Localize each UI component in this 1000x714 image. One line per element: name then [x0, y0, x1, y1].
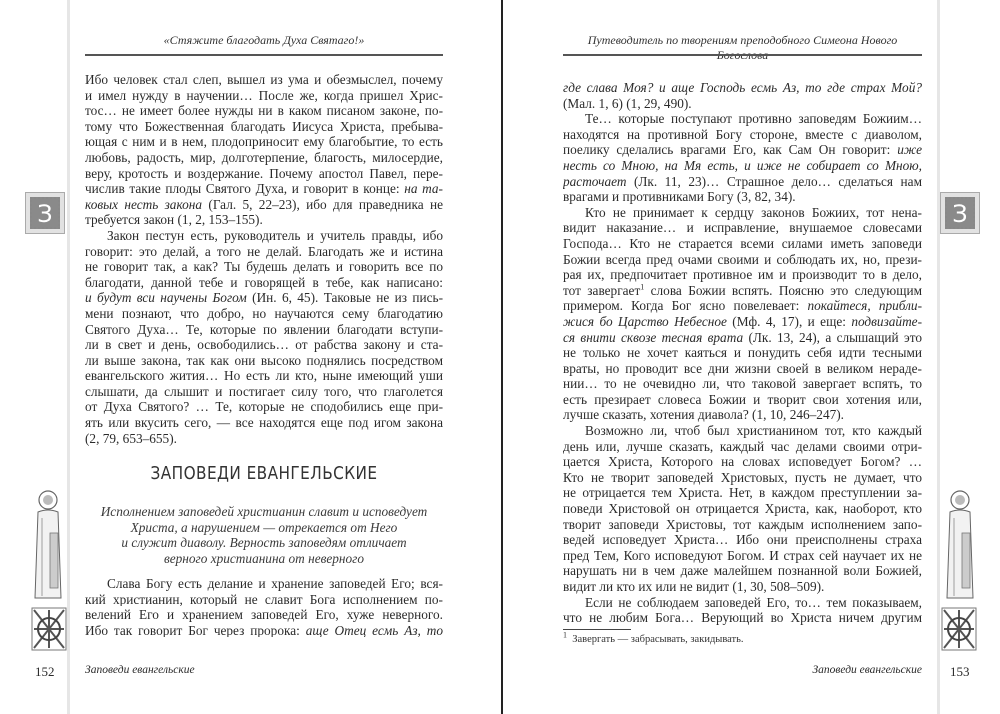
text-line [85, 134, 443, 150]
left-page-body-continued [85, 575, 443, 637]
text-run: Те… которые поступают противно заповедям Божиим… [585, 111, 922, 127]
text-line [563, 470, 922, 486]
text-line [563, 501, 922, 517]
epigraph-line: верного христианина от неверного [163, 551, 365, 567]
text-run: Кто не творит заповедей Христовых, пусть не думает, что [563, 469, 922, 485]
text-line [85, 72, 443, 88]
text-line [85, 575, 443, 591]
left-page-number: 152 [35, 664, 55, 679]
text-run: Ибо человек стал слеп, вышел из ума и обезмыслел, почему [85, 72, 443, 87]
left-running-head: «Стяжите благодать Духа Святаго!» [163, 33, 365, 47]
text-run: говорит: это делай, а того не делай. Благодать же и истина [85, 243, 443, 259]
text-run: не отрицается тем Христа. Нет, в каждом преступлении за- [563, 485, 922, 501]
italic-quote: жися бо Царство Небесное [563, 313, 727, 329]
text-line [563, 532, 922, 548]
text-run: (Мал. 1, 6) (1, 29, 490). [563, 95, 692, 111]
saint-icon-right [940, 488, 980, 658]
text-line [563, 376, 922, 392]
text-line [85, 337, 443, 353]
text-line [563, 236, 922, 252]
italic-quote: покайтеся, прибли- [807, 298, 922, 314]
text-line [563, 80, 922, 96]
text-line [85, 431, 443, 447]
footnote-ref: 1 [640, 282, 645, 292]
text-run: (Гал. 5, 22–23), ибо для праведника не [202, 196, 443, 212]
text-run: творит заповеди Христовы, тот каждым исполнением запо- [563, 516, 922, 532]
text-run: враты, но проводит все дни жизни своей в великом нераде- [563, 360, 922, 376]
text-run: день или, лучше сказать, каждый час делами своими отри- [563, 438, 922, 454]
text-line [563, 220, 922, 236]
text-line [85, 119, 443, 135]
text-line [563, 610, 922, 626]
text-line [85, 415, 443, 431]
footnote-text: Завергать — забрасывать, закидывать. [572, 634, 744, 645]
text-line [85, 384, 443, 400]
right-page-number: 153 [950, 664, 970, 679]
text-line [85, 166, 443, 182]
text-line [563, 595, 922, 611]
text-line [85, 399, 443, 415]
italic-quote: несть со Мною, на Мя есть, и иже не собирает со Мною, [563, 157, 922, 173]
italic-quote: расточает [563, 173, 627, 189]
right-footer-title: Заповеди евангельские [812, 664, 922, 676]
text-run: находятся на противной Богу стороне, вместе с диаволом, [563, 126, 922, 142]
text-line [563, 454, 922, 470]
text-line [563, 361, 922, 377]
text-line [563, 563, 922, 579]
text-run: есть презирает словеса Божии и творит свои хотения или, [563, 391, 922, 407]
text-line [85, 88, 443, 104]
text-run: велений Его и хранением заповедей Его, хуже неверного. [85, 607, 443, 622]
text-run: нарушать ни в чем даже малейшем познанной воли Божией, [563, 563, 922, 579]
page-gutter [501, 0, 503, 714]
italic-quote: где слава Моя? и аще Господь есмь Аз, то где страх Мой? [563, 80, 922, 95]
text-run: нии… то не очевидно ли, что таковой завергает вспять, то [563, 376, 922, 392]
footnote-rule [563, 629, 631, 630]
right-page-body [563, 80, 922, 626]
text-line [563, 314, 922, 330]
text-run: Кто не принимает к сердцу законов Божиих, тот нена- [585, 204, 922, 220]
text-line [563, 111, 922, 127]
text-line [563, 205, 922, 221]
text-line [563, 548, 922, 564]
text-run: Ибо так говорит Бог через пророка: [85, 622, 306, 638]
text-line [85, 322, 443, 338]
text-run: кий христианин, который не славит Бога исполнением по- [85, 591, 443, 607]
italic-quote: ся внити сквозе тесная врата [563, 329, 744, 345]
left-footer-title: Заповеди евангельские [85, 664, 195, 676]
text-line [85, 368, 443, 384]
right-chapter-mark [940, 192, 980, 234]
text-line [85, 244, 443, 260]
text-run: Возможно ли, чтоб был христианином тот, кто каждый [585, 423, 922, 439]
text-run: поелику сделались врагами Его, как Сам Он говорит: [563, 142, 898, 158]
knot-ornament-icon [32, 608, 66, 650]
text-run: поведи Христовой он отрицается Христа, как, наоборот, кто [563, 501, 922, 517]
text-run: ющая с ним и в нем, плодоприносит ему благобытие, то есть [85, 134, 443, 150]
italic-quote: и будут вси научены Богом [85, 290, 247, 306]
text-line [85, 197, 443, 213]
text-line [563, 96, 922, 112]
text-line [563, 298, 922, 314]
text-run: видит ли кто их или не видит (1, 30, 508–509). [563, 579, 825, 594]
footnote-mark: 1 [563, 630, 567, 640]
text-run: мени познают, что добро, но научаются сему благодатию [85, 305, 443, 321]
text-run: тому что Божественная благодать Иисуса Христа, пребыва- [85, 118, 443, 134]
text-line [563, 267, 922, 283]
right-header-rule [563, 54, 922, 56]
text-run: ведей исповедует Христа… Ибо они преисполнены страха [563, 532, 922, 548]
text-line [85, 228, 443, 244]
text-line [85, 353, 443, 369]
text-run: ли в свет и день, освободились… от рабства закону и ста- [85, 337, 443, 353]
text-line [85, 181, 443, 197]
text-line [563, 330, 922, 346]
chapter-number: З [30, 197, 60, 229]
epigraph-line: Христа, а нарушением — отрекается от Него [130, 519, 398, 535]
chapter-number: З [945, 197, 975, 229]
text-run: не говорит так, а как? Ты будешь делать и говорить все по [85, 259, 443, 275]
text-run: благодати, данной тебе и говорящей в тебе, как написано: [85, 274, 443, 290]
text-run: врагами и противниками Богу (3, 82, 34). [563, 189, 796, 205]
footnote [563, 630, 744, 645]
text-line [85, 212, 443, 228]
text-line [563, 517, 922, 533]
text-run: Святого Духа… Те, которые по явлении благодати вступи- [85, 321, 443, 337]
text-run: тот завергает [563, 282, 641, 298]
text-line [563, 439, 922, 455]
text-line [563, 579, 922, 595]
text-line [563, 392, 922, 408]
text-run: и имел нужду в научении… После же, когда пришел Хрис- [85, 87, 443, 103]
text-run: Закон пестун есть, руководитель и учитель правды, ибо [107, 227, 443, 243]
left-chapter-mark [25, 192, 65, 234]
text-run: цается Христа, Которого на словах исповедует Богом? … [563, 454, 922, 470]
text-run: тос… не имеет более нужды ни в каком писаном законе, по- [85, 103, 443, 119]
text-run: Слава Богу есть делание и хранение заповедей Его; вся- [107, 576, 443, 591]
text-line [85, 103, 443, 119]
italic-quote: аще Отец есмь Аз, то [305, 622, 443, 638]
text-run: пред Тем, Кого исповедуют Богом. И страх сей научает их не [563, 547, 922, 563]
text-line [85, 259, 443, 275]
text-run: что не любим Бога… Верующий во Христа ничем другим [563, 610, 922, 626]
italic-quote: ковых несть закона [85, 196, 203, 212]
epigraph-line: и служит диаволу. Верность заповедям отличает [121, 535, 407, 551]
text-run: (Мф. 4, 17), и еще: [726, 313, 852, 329]
text-run: любовь, радость, мир, долготерпение, благость, милосердие, [85, 149, 443, 165]
text-run: (Лк. 11, 23)… Страшное дело… сделаться нам [626, 173, 922, 189]
text-run: (Ин. 6, 45). Таковые не из пись- [246, 290, 443, 306]
epigraph [85, 504, 443, 567]
left-header-rule [85, 54, 443, 56]
text-run: веру, кротость и воздержание. Почему апостол Павел, пере- [85, 165, 443, 181]
text-line [563, 423, 922, 439]
section-heading: ЗАПОВЕДИ ЕВАНГЕЛЬСКИЕ [150, 463, 378, 484]
italic-quote: иже [897, 142, 922, 158]
text-run: от Духа Святого? … Те, которые не сподобились еще при- [85, 399, 443, 415]
text-line [563, 485, 922, 501]
text-line [563, 158, 922, 174]
saint-icon-left [28, 488, 68, 658]
text-run: примером. Когда Бог ясно повелевает: [563, 298, 808, 314]
text-line [85, 591, 443, 607]
text-line [563, 142, 922, 158]
text-run: требуется закон (1, 2, 153–155). [85, 212, 263, 228]
text-line [563, 345, 922, 361]
text-run: (2, 79, 653–655). [85, 430, 177, 446]
epigraph-line: Исполнением заповедей христианин славит и исповедует [100, 504, 428, 519]
text-run: Если не соблюдаем заповедей Его, то… тем показываем, [585, 594, 922, 610]
text-run: не только не хочет каяться и понудить себя идти тесными [563, 345, 922, 361]
text-run: числив такие плоды Святого Духа, и говорит в конце: [85, 181, 405, 197]
text-line [563, 283, 922, 299]
text-run: евангельского жития… Но есть ли кто, ныне имеющий уши [85, 368, 443, 384]
left-page-body [85, 72, 443, 446]
text-run: слышати, да слышит и постигает силу того, что глаголется [85, 383, 443, 399]
text-line [85, 290, 443, 306]
italic-quote: подвизайте- [851, 313, 922, 329]
text-run: слова Божии вспять. Поясню это следующим [644, 282, 922, 298]
text-line [85, 275, 443, 291]
text-run: Божии всегда пред очами своими и соблюдать их, но, прези- [563, 251, 922, 267]
text-line [563, 252, 922, 268]
italic-quote: на та- [404, 181, 443, 197]
text-run: ли выше закона, так как они высоко поднялись посредством [85, 352, 443, 368]
text-line [563, 174, 922, 190]
right-running-head: Путеводитель по творениям преподобного Симеона Нового [587, 33, 898, 47]
text-run: лучше сказать, хотения диавола? (1, 10, 246–247). [563, 407, 845, 423]
text-line [563, 127, 922, 143]
knot-ornament-icon [942, 608, 976, 650]
text-line [85, 150, 443, 166]
text-run: видит наказание… и исправление, внушаемое словесами [563, 220, 922, 236]
text-run: (Лк. 13, 24), а слышащий это [743, 329, 922, 345]
text-line [563, 407, 922, 423]
text-line [85, 622, 443, 638]
text-line [85, 306, 443, 322]
text-run: ять или вкусить сего, — все находятся еще под игом закона [85, 415, 443, 431]
text-run: Господа… Кто не старается всеми силами иметь заповеди [563, 235, 922, 251]
text-line [563, 189, 922, 205]
text-run: рая их, предпочитает противное им и производит то в дело, [563, 267, 922, 283]
text-line [85, 606, 443, 622]
